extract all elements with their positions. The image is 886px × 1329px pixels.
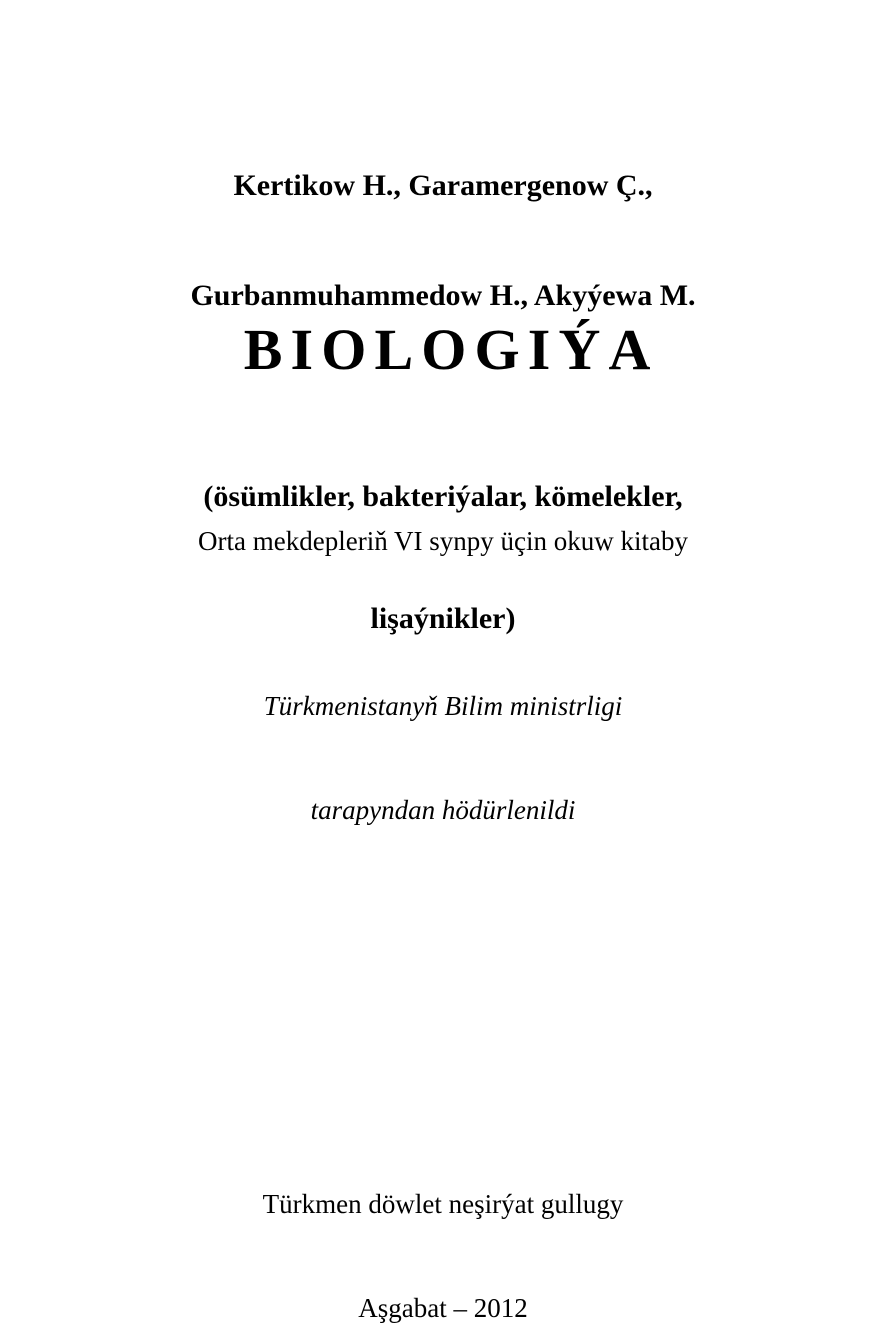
authors-line-1: Kertikow H., Garamergenow Ç., xyxy=(233,169,653,203)
place-year-line: Aşgabat – 2012 xyxy=(358,1292,528,1323)
book-title: BIOLOGIÝA xyxy=(243,317,659,382)
subtitle-line-2: lişaýnikler) xyxy=(370,601,516,635)
approval-line-2: tarapyndan hödürlenildi xyxy=(310,794,576,825)
approval-note xyxy=(0,620,886,896)
imprint-block xyxy=(0,1118,886,1329)
approval-line-1: Türkmenistanyň Bilim ministrligi xyxy=(263,691,623,722)
edition-note: Orta mekdepleriň VI synpy üçin okuw kitaby xyxy=(198,526,688,556)
publisher-line: Türkmen döwlet neşirýat gullugy xyxy=(262,1189,624,1220)
subtitle-line-1: (ösümlikler, bakteriýalar, kömelekler, xyxy=(203,480,683,513)
authors-line-2: Gurbanmuhammedow H., Akyýewa M. xyxy=(190,278,696,312)
